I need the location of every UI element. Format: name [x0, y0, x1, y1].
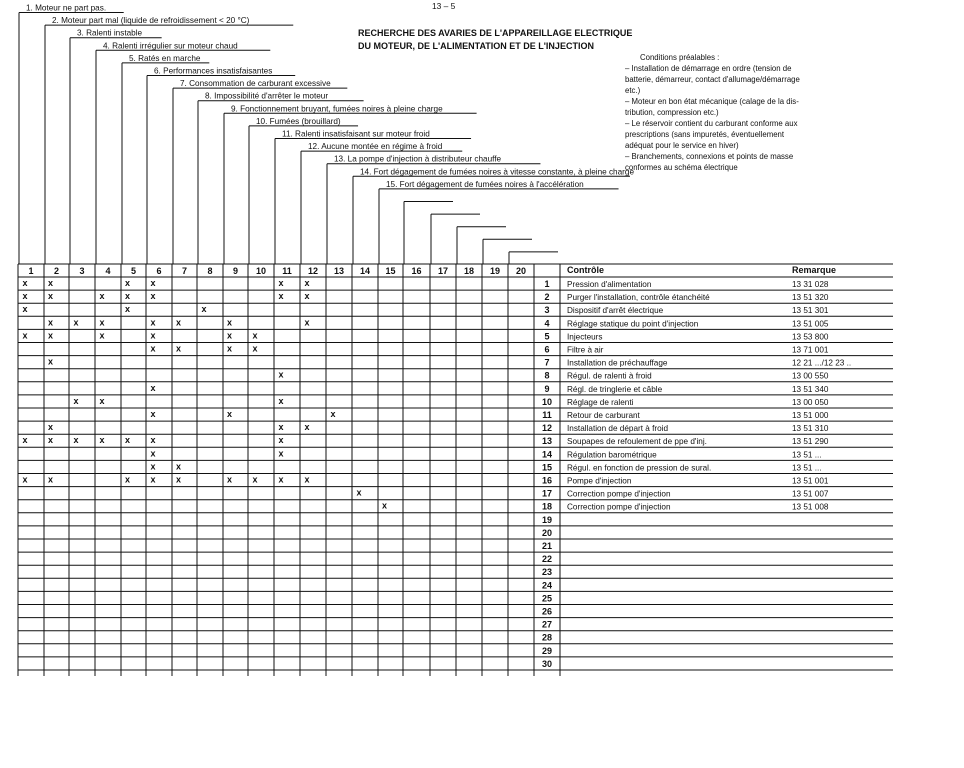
row-remarque: 13 51 320: [792, 293, 829, 303]
row-remarque: 13 51 340: [792, 384, 829, 394]
fault-mark: x: [73, 435, 79, 446]
column-number: 6: [156, 266, 162, 276]
fault-mark: x: [304, 317, 310, 328]
title-line-2: DU MOTEUR, DE L'ALIMENTATION ET DE L'INJECTION: [358, 41, 594, 51]
column-number: 9: [232, 266, 239, 276]
fault-label: 8. Impossibilité d'arrêter le moteur: [205, 91, 329, 101]
fault-mark: x: [175, 461, 182, 472]
header-remarque: Remarque: [792, 265, 837, 275]
fault-mark: x: [99, 435, 105, 446]
fault-mark: x: [47, 291, 54, 302]
control-row: [150, 344, 828, 355]
control-row: [542, 554, 552, 564]
fault-mark: x: [73, 395, 79, 406]
control-row: [22, 291, 828, 302]
fault-mark: x: [278, 422, 284, 433]
row-number: 30: [541, 658, 553, 669]
column-number: 7: [181, 266, 188, 276]
row-number: 19: [541, 514, 553, 525]
row-remarque: 12 21 .../12 23 ..: [792, 358, 852, 368]
fault-mark: x: [226, 343, 233, 354]
fault-mark: x: [150, 435, 156, 446]
fault-mark: x: [304, 278, 310, 288]
row-number: 22: [541, 554, 553, 565]
fault-mark: x: [278, 474, 284, 485]
row-controle: Régul. en fonction de pression de sural.: [567, 463, 712, 473]
row-number: 6: [544, 344, 550, 355]
fault-mark: x: [175, 317, 182, 328]
fault-mark: x: [226, 409, 233, 419]
row-number: 9: [544, 383, 550, 394]
control-row: [542, 620, 552, 630]
fault-mark: x: [278, 278, 284, 288]
row-controle: Régulation barométrique: [567, 450, 657, 460]
fault-mark: x: [124, 435, 131, 446]
column-number: 17: [437, 266, 449, 276]
row-controle: Injecteurs: [567, 332, 603, 342]
row-number: 28: [541, 632, 553, 643]
row-number: 15: [541, 462, 553, 473]
column-number: 19: [489, 266, 501, 276]
control-row: [150, 409, 828, 420]
fault-mark: x: [278, 369, 284, 380]
column-number: 1: [28, 266, 34, 276]
column-number: 2: [53, 266, 60, 276]
fault-mark: x: [381, 500, 388, 511]
control-row: [542, 541, 552, 551]
fault-label: 12. Aucune montée en régime à froid: [308, 142, 443, 152]
fault-mark: x: [304, 474, 310, 485]
fault-mark: x: [99, 330, 105, 341]
row-number: 12: [541, 423, 553, 434]
row-number: 7: [544, 357, 550, 368]
row-controle: Retour de carburant: [567, 411, 640, 420]
fault-mark: x: [278, 448, 284, 459]
control-row: [48, 317, 829, 328]
fault-mark: x: [150, 317, 156, 328]
column-number: 5: [130, 266, 137, 276]
fault-mark: x: [124, 474, 131, 485]
fault-mark: x: [304, 291, 310, 302]
fault-mark: x: [278, 291, 284, 302]
condition-line: – Le réservoir contient du carburant conforme aux: [625, 119, 798, 128]
row-remarque: 13 00 050: [792, 397, 829, 407]
row-remarque: 13 00 550: [792, 371, 829, 381]
row-number: 3: [544, 305, 550, 316]
fault-mark: x: [22, 304, 28, 315]
control-row: [542, 580, 552, 590]
fault-label: 2. Moteur part mal (liquide de refroidissement < 20 °C): [52, 16, 250, 26]
fault-mark: x: [252, 474, 258, 485]
row-number: 21: [541, 541, 553, 551]
control-row: [150, 461, 821, 472]
fault-mark: x: [124, 278, 131, 288]
row-number: 17: [541, 488, 553, 499]
condition-line: – Installation de démarrage en ordre (tension de: [625, 64, 792, 73]
fault-mark: x: [150, 291, 156, 302]
fault-mark: x: [22, 330, 28, 341]
row-controle: Régl. de tringlerie et câble: [567, 384, 663, 394]
condition-line: tribution, compression etc.): [625, 108, 719, 117]
row-controle: Correction pompe d'injection: [567, 489, 671, 499]
fault-label: 14. Fort dégagement de fumées noires à vitesse constante, à pleine charge: [360, 167, 634, 177]
fault-mark: x: [278, 435, 284, 446]
header-controle: Contrôle: [567, 265, 604, 275]
control-row: [542, 567, 552, 577]
fault-mark: x: [150, 461, 156, 472]
control-row: [542, 528, 552, 538]
row-number: 4: [544, 318, 550, 329]
row-number: 20: [541, 527, 553, 538]
fault-mark: x: [124, 304, 131, 315]
row-number: 10: [541, 396, 553, 407]
row-number: 5: [544, 331, 550, 342]
column-number: 13: [333, 266, 345, 276]
fault-mark: x: [47, 317, 54, 328]
fault-mark: x: [252, 343, 258, 354]
fault-label: 4. Ralenti irrégulier sur moteur chaud: [103, 41, 238, 51]
condition-line: conformes au schéma électrique: [625, 163, 738, 172]
row-number: 24: [541, 580, 553, 591]
fault-mark: x: [150, 448, 156, 459]
fault-mark: x: [304, 422, 310, 433]
control-row: [150, 448, 821, 459]
row-controle: Installation de préchauffage: [567, 358, 668, 368]
control-row: [542, 659, 552, 669]
row-controle: Purger l'installation, contrôle étanchéité: [567, 293, 710, 303]
row-remarque: 13 31 028: [792, 280, 829, 289]
row-remarque: 13 51 ...: [792, 450, 822, 460]
condition-line: adéquat pour le service en hiver): [625, 141, 739, 150]
fault-mark: x: [99, 291, 105, 302]
column-number: 18: [463, 266, 475, 276]
fault-mark: x: [22, 278, 28, 288]
condition-line: etc.): [625, 86, 641, 95]
fault-label: 6. Performances insatisfaisantes: [154, 66, 273, 76]
fault-label: 5. Ratés en marche: [129, 53, 201, 63]
fault-mark: x: [150, 474, 156, 485]
fault-mark: x: [124, 291, 131, 302]
control-row: [48, 422, 829, 433]
fault-label: 11. Ralenti insatisfaisant sur moteur froid: [282, 129, 430, 139]
fault-label: 15. Fort dégagement de fumées noires à l'accélération: [386, 179, 584, 189]
page-number: 13 – 5: [432, 1, 456, 11]
condition-line: prescriptions (sans impuretés, éventuellement: [625, 130, 785, 139]
fault-label: 7. Consommation de carburant excessive: [180, 79, 331, 89]
fault-mark: x: [201, 304, 207, 315]
fault-mark: x: [47, 474, 54, 485]
fault-label: 3. Ralenti instable: [77, 28, 143, 38]
column-number: 15: [385, 266, 396, 276]
row-number: 25: [541, 593, 553, 604]
row-number: 2: [544, 292, 550, 303]
column-number: 4: [105, 266, 111, 276]
control-row: [542, 607, 552, 617]
control-row: [542, 515, 552, 525]
control-row: [73, 396, 828, 407]
row-remarque: 13 51 008: [792, 502, 829, 512]
row-controle: Réglage statique du point d'injection: [567, 319, 699, 329]
conditions-list: [625, 64, 800, 172]
control-row: [278, 370, 828, 381]
row-number: 23: [541, 567, 553, 578]
fault-mark: x: [150, 409, 156, 419]
column-number: 10: [255, 266, 267, 276]
row-controle: Pompe d'injection: [567, 476, 632, 486]
row-number: 27: [541, 619, 553, 630]
control-row: [22, 304, 828, 315]
condition-line: batterie, démarreur, contact d'allumage/démarrage: [625, 75, 800, 84]
fault-mark: x: [175, 474, 182, 485]
fault-mark: x: [356, 487, 362, 498]
column-number: 8: [207, 266, 213, 276]
fault-mark: x: [99, 395, 105, 406]
fault-mark: x: [22, 291, 28, 302]
control-row: [22, 435, 828, 446]
condition-line: – Branchements, connexions et points de masse: [625, 152, 794, 161]
row-number: 11: [542, 410, 552, 420]
column-number: 3: [79, 266, 85, 276]
row-number: 29: [541, 645, 553, 656]
row-number: 13: [541, 436, 553, 447]
control-row: [150, 383, 828, 394]
fault-mark: x: [22, 435, 28, 446]
column-number: 14: [359, 266, 371, 276]
fault-mark: x: [278, 395, 284, 406]
fault-mark: x: [150, 278, 156, 288]
fault-label: 10. Fumées (brouillard): [256, 116, 341, 126]
fault-mark: x: [150, 382, 156, 393]
fault-mark: x: [226, 474, 233, 485]
fault-label: 1. Moteur ne part pas.: [26, 3, 107, 13]
fault-mark: x: [47, 330, 54, 341]
row-remarque: 13 51 005: [792, 319, 829, 329]
fault-mark: x: [226, 317, 233, 328]
control-row: [356, 488, 828, 499]
row-number: 16: [541, 475, 553, 486]
control-row: [382, 501, 829, 512]
row-number: 18: [541, 501, 553, 512]
control-row: [542, 633, 552, 643]
column-number: 12: [307, 266, 319, 276]
row-controle: Réglage de ralenti: [567, 397, 634, 407]
row-remarque: 13 51 000: [792, 411, 829, 420]
row-controle: Filtre à air: [567, 345, 604, 355]
row-remarque: 13 51 290: [792, 437, 829, 447]
fault-mark: x: [47, 422, 54, 433]
control-row: [22, 330, 828, 341]
control-row: [48, 357, 851, 368]
row-remarque: 13 51 301: [792, 306, 829, 316]
row-number: 1: [544, 279, 550, 289]
row-remarque: 13 51 310: [792, 424, 829, 434]
control-row: [22, 475, 828, 486]
row-controle: Pression d'alimentation: [567, 280, 652, 289]
diagnostic-grid: [18, 264, 893, 676]
title-line-1: RECHERCHE DES AVARIES DE L'APPAREILLAGE ELECTRIQUE: [358, 28, 633, 38]
row-controle: Régul. de ralenti à froid: [567, 371, 652, 381]
row-controle: Installation de départ à froid: [567, 424, 669, 434]
fault-mark: x: [73, 317, 79, 328]
row-number: 8: [544, 370, 550, 381]
conditions-title: Conditions préalables :: [640, 53, 720, 62]
fault-mark: x: [47, 356, 54, 367]
row-remarque: 13 51 007: [792, 489, 829, 499]
fault-mark: x: [47, 435, 54, 446]
column-number: 16: [411, 266, 422, 276]
control-row: [542, 593, 552, 603]
row-controle: Soupapes de refoulement de ppe d'inj.: [567, 437, 707, 447]
row-remarque: 13 51 ...: [792, 463, 822, 473]
fault-mark: x: [226, 330, 233, 341]
fault-label: 9. Fonctionnement bruyant, fumées noires à pleine charge: [231, 104, 443, 114]
fault-mark: x: [22, 474, 28, 485]
row-remarque: 13 71 001: [792, 345, 829, 355]
fault-mark: x: [252, 330, 258, 341]
fault-mark: x: [99, 317, 105, 328]
column-number: 20: [515, 266, 527, 276]
row-remarque: 13 51 001: [792, 476, 829, 486]
condition-line: – Moteur en bon état mécanique (calage de la dis-: [625, 97, 799, 106]
row-number: 26: [541, 606, 553, 617]
row-controle: Dispositif d'arrêt électrique: [567, 306, 664, 316]
control-row: [542, 646, 552, 656]
row-number: 14: [541, 449, 553, 460]
fault-mark: x: [47, 278, 54, 288]
fault-label: 13. La pompe d'injection à distributeur chauffe: [334, 154, 502, 164]
row-controle: Correction pompe d'injection: [567, 502, 671, 512]
fault-mark: x: [150, 343, 156, 354]
row-remarque: 13 53 800: [792, 332, 829, 342]
control-row: [22, 278, 828, 289]
column-number: 11: [282, 266, 292, 276]
fault-mark: x: [150, 330, 156, 341]
fault-mark: x: [330, 409, 336, 419]
fault-mark: x: [175, 343, 182, 354]
